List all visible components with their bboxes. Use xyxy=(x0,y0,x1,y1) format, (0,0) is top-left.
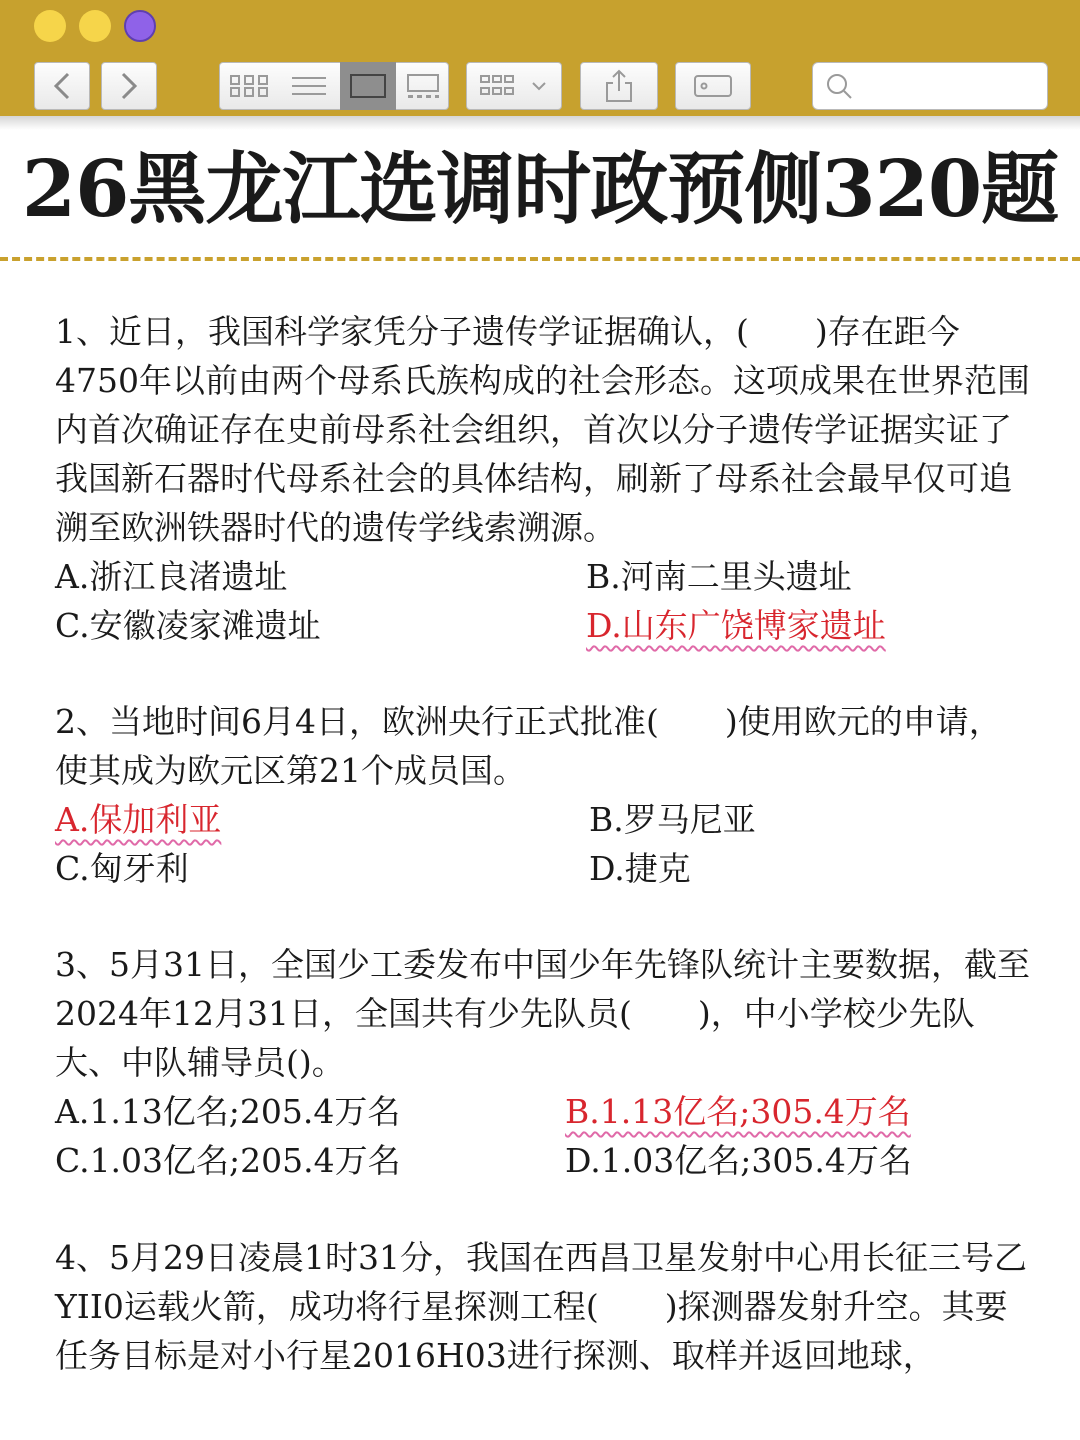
question-3 xyxy=(55,940,1030,1185)
search-field[interactable] xyxy=(812,62,1048,110)
option-a[interactable]: A.1.13亿名;205.4万名 xyxy=(55,1092,401,1131)
toolbar-shadow xyxy=(0,116,1080,130)
options xyxy=(55,795,1030,893)
option-b[interactable]: B.罗马尼亚 xyxy=(589,800,756,839)
tag-button[interactable] xyxy=(675,62,751,110)
window-control-purple[interactable] xyxy=(124,10,156,42)
option-d[interactable]: D.1.03亿名;305.4万名 xyxy=(565,1141,912,1180)
question-2 xyxy=(55,697,1030,893)
option-c[interactable]: C.匈牙利 xyxy=(55,849,189,888)
options xyxy=(55,552,1030,650)
window-control-yellow[interactable] xyxy=(34,10,66,42)
page-title: 26黑龙江选调时政预侧320题 xyxy=(21,144,1059,235)
flow-view-icon xyxy=(405,73,441,99)
option-d[interactable]: D.捷克 xyxy=(589,849,691,888)
option-c[interactable]: C.安徽凌家滩遗址 xyxy=(55,606,321,645)
chevron-left-icon xyxy=(52,71,72,101)
group-menu-button[interactable] xyxy=(466,62,562,110)
share-button[interactable] xyxy=(580,62,658,110)
window-toolbar xyxy=(0,0,1080,122)
chevron-right-icon xyxy=(119,71,139,101)
share-icon xyxy=(604,69,634,103)
option-a[interactable]: A.浙江良渚遗址 xyxy=(55,557,288,596)
option-b-correct[interactable]: B.1.13亿名;305.4万名 xyxy=(565,1092,911,1131)
options xyxy=(55,1087,1030,1185)
list-view-button[interactable] xyxy=(279,62,339,110)
option-c[interactable]: C.1.03亿名;205.4万名 xyxy=(55,1141,401,1180)
option-b[interactable]: B.河南二里头遗址 xyxy=(586,557,852,596)
forward-button[interactable] xyxy=(101,62,157,110)
grid-view-button[interactable] xyxy=(220,62,278,110)
flow-view-button[interactable] xyxy=(397,62,448,110)
option-d-correct[interactable]: D.山东广饶博家遗址 xyxy=(586,606,886,645)
question-1 xyxy=(55,307,1030,650)
question-stem: 1、近日，我国科学家凭分子遗传学证据确认，( )存在距今4750年以前由两个母系氏族构成的社会形态。这项成果在世界范围内首次确证存在史前母系社会组织，首次以分子遗传学证据实证了我国新石器时代母系社会的具体结构，刷新了母系社会最早仅可追溯至欧洲铁器时代的遗传学线索溯源。 xyxy=(55,312,1030,547)
title-divider xyxy=(0,257,1080,261)
window-control-yellow-2[interactable] xyxy=(79,10,111,42)
question-stem: 4、5月29日凌晨1时31分，我国在西昌卫星发射中心用长征三号乙YII0运载火箭，成功将行星探测工程( )探测器发射升空。其要任务目标是对小行星2016H03进行探测、取样并返回地球， xyxy=(55,1238,1027,1375)
question-stem: 2、当地时间6月4日，欧洲央行正式批准( )使用欧元的申请，使其成为欧元区第21个成员国。 xyxy=(55,702,1002,790)
question-4 xyxy=(55,1233,1030,1380)
search-icon xyxy=(825,72,855,102)
back-button[interactable] xyxy=(34,62,90,110)
grid-view-icon xyxy=(229,74,269,98)
cover-view-button[interactable] xyxy=(340,62,396,110)
option-a-correct[interactable]: A.保加利亚 xyxy=(55,800,222,839)
cover-view-icon xyxy=(350,74,386,98)
tag-icon xyxy=(693,73,733,99)
list-view-icon xyxy=(292,75,326,97)
question-stem: 3、5月31日，全国少工委发布中国少年先锋队统计主要数据，截至2024年12月31日，全国共有少先队员( )，中小学校少先队大、中队辅导员()。 xyxy=(55,945,1030,1082)
group-menu-icon xyxy=(479,73,549,99)
